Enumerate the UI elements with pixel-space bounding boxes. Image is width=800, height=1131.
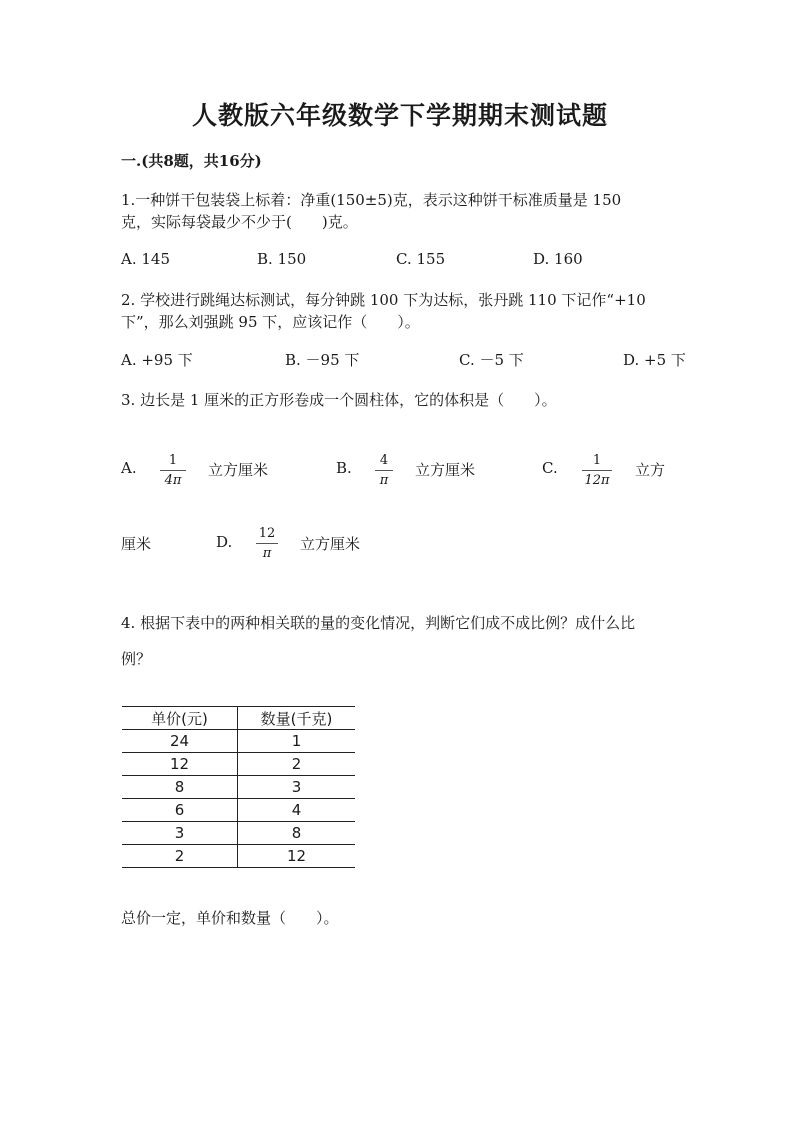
q3-option-c-label: C. (542, 459, 558, 477)
table-row (122, 730, 355, 753)
q1-text-line1: 1.一种饼干包装袋上标着：净重(150±5)克，表示这种饼干标准质量是 150 (121, 191, 622, 209)
fraction-numerator: 1 (168, 453, 178, 468)
table-cell-quantity: 8 (238, 822, 356, 845)
q2-option-c: C. －5 下 (459, 351, 524, 369)
table-cell-price: 3 (122, 822, 238, 845)
table-cell-price: 24 (122, 730, 238, 753)
page-title: 人教版六年级数学下学期期末测试题 (191, 101, 608, 130)
table-header-quantity: 数量(千克) (238, 707, 356, 730)
table-cell-quantity: 2 (238, 753, 356, 776)
q3-option-d-label: D. (216, 533, 233, 551)
table-cell-quantity: 12 (238, 845, 356, 868)
q2-option-a: A. +95 下 (121, 351, 193, 369)
q2-text-line2: 下”，那么刘强跳 95 下，应该记作（ ）。 (121, 313, 420, 331)
table-row (122, 753, 355, 776)
table-row (122, 845, 355, 868)
table-cell-price: 2 (122, 845, 238, 868)
q1-option-b: B. 150 (257, 250, 307, 268)
q3-option-c-unit-part1: 立方 (635, 461, 666, 479)
table-cell-quantity: 4 (238, 799, 356, 822)
price-quantity-table (122, 706, 355, 868)
fraction-numerator: 4 (379, 453, 389, 468)
table-row (122, 776, 355, 799)
q3-option-b-unit: 立方厘米 (415, 461, 476, 479)
fraction-bar (582, 470, 612, 471)
fraction-numerator: 1 (592, 453, 602, 468)
q4-text-line2: 例？ (121, 650, 152, 668)
fraction-bar (160, 470, 186, 471)
q3-text: 3. 边长是 1 厘米的正方形卷成一个圆柱体，它的体积是（ ）。 (121, 391, 557, 409)
fraction-denominator: π (262, 546, 272, 561)
fraction-denominator: 12π (584, 473, 610, 488)
q3-option-d-unit: 立方厘米 (300, 535, 361, 553)
table-cell-price: 8 (122, 776, 238, 799)
table-cell-quantity: 3 (238, 776, 356, 799)
q3-option-a-label: A. (121, 459, 137, 477)
q1-text-line2: 克，实际每袋最少不少于( )克。 (121, 213, 358, 231)
q3-option-b-label: B. (336, 459, 352, 477)
q2-text-line1: 2. 学校进行跳绳达标测试，每分钟跳 100 下为达标，张丹跳 110 下记作“+10 (121, 291, 646, 309)
q2-option-d: D. +5 下 (623, 351, 686, 369)
fraction-bar (256, 543, 278, 544)
fraction-numerator: 12 (258, 526, 276, 541)
q1-option-c: C. 155 (396, 250, 446, 268)
q3-option-d-fraction (256, 527, 278, 560)
q1-option-d: D. 160 (533, 250, 583, 268)
table-row (122, 799, 355, 822)
fraction-bar (375, 470, 393, 471)
q4-text-line1: 4. 根据下表中的两种相关联的量的变化情况，判断它们成不成比例？成什么比 (121, 614, 636, 632)
q1-option-a: A. 145 (121, 250, 170, 268)
table-row (122, 822, 355, 845)
table-header-row (122, 707, 355, 730)
fraction-denominator: 4π (164, 473, 182, 488)
table-cell-price: 6 (122, 799, 238, 822)
q3-option-b-fraction (375, 454, 393, 487)
q4-question: 总价一定，单价和数量（ ）。 (121, 909, 339, 927)
section-heading: 一.(共8题，共16分) (121, 152, 262, 170)
table-header-unit-price: 单价(元) (122, 707, 238, 730)
q3-option-c-fraction (582, 454, 612, 487)
table-cell-price: 12 (122, 753, 238, 776)
q3-option-a-unit: 立方厘米 (208, 461, 269, 479)
q3-option-a-fraction (160, 454, 186, 487)
table-cell-quantity: 1 (238, 730, 356, 753)
q2-option-b: B. －95 下 (285, 351, 360, 369)
fraction-denominator: π (379, 473, 389, 488)
q3-option-c-unit-part2: 厘米 (121, 535, 152, 553)
